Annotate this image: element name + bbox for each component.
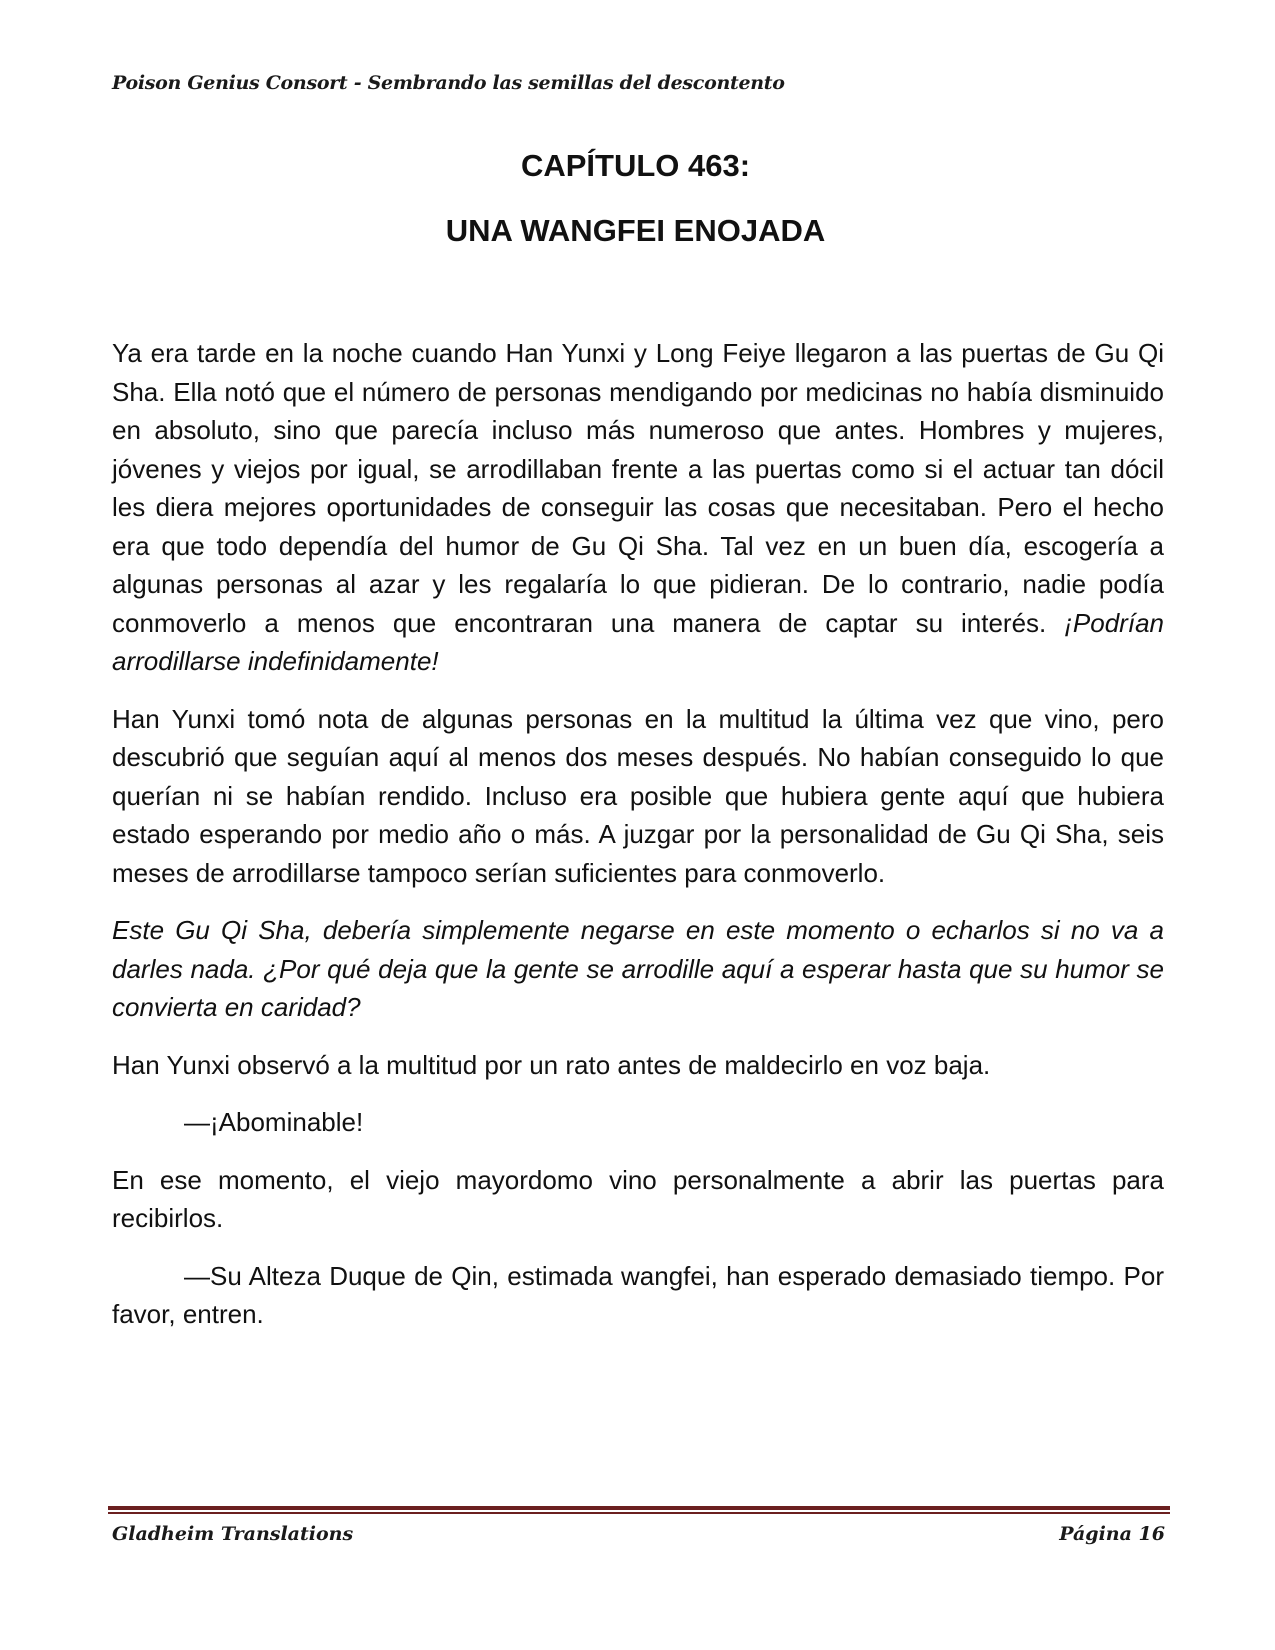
- footer-divider-thin: [108, 1512, 1170, 1514]
- paragraph-4: Han Yunxi observó a la multitud por un rato antes de maldecirlo en voz baja.: [112, 1049, 991, 1080]
- paragraph-2: Han Yunxi tomó nota de algunas personas en la multitud la última vez que vino, pero descubrió que seguían aquí al menos dos meses después. No habían conseguido lo que querían ni se habían rendido. Incluso era posible que hubiera gente aquí que hubiera estado esperando por medio año o más. A juzgar por la personalidad de Gu Qi Sha, seis meses de arrodillarse tampoco serían suficientes para conmoverlo.: [112, 703, 1164, 888]
- footer-divider-thick: [108, 1506, 1170, 1510]
- chapter-title: [0, 213, 1275, 249]
- dialogue-line-2: —Su Alteza Duque de Qin, estimada wangfei, han esperado demasiado tiempo. Por favor, entren.: [112, 1260, 1164, 1329]
- running-header: Poison Genius Consort - Sembrando las semillas del descontento: [112, 72, 785, 94]
- paragraph-1: [112, 334, 1164, 681]
- chapter-number: [0, 148, 1275, 184]
- paragraph-1-italic: ¡Podrían arrodillarse indefinidamente!: [112, 607, 1164, 676]
- footer-publisher: Gladheim Translations: [112, 1523, 354, 1545]
- chapter-title-text: UNA WANGFEI ENOJADA: [445, 213, 826, 248]
- footer-divider: [108, 1506, 1170, 1515]
- paragraph-3-thought: Este Gu Qi Sha, debería simplemente negarse en este momento o echarlos si no va a darles nada. ¿Por qué deja que la gente se arrodille aquí a esperar hasta que su humor se convierta en caridad?: [112, 915, 1164, 1022]
- dialogue-line-1: —¡Abominable!: [184, 1107, 364, 1137]
- chapter-body: [112, 334, 1164, 1353]
- footer-page-number: Página 16: [1059, 1523, 1165, 1545]
- chapter-number-text: CAPÍTULO 463:: [520, 148, 751, 183]
- paragraph-1-text: Ya era tarde en la noche cuando Han Yunxi y Long Feiye llegaron a las puertas de Gu Qi Sha. Ella notó que el número de personas mendigando por medicinas no había disminuido en absoluto, sino que parecía incluso más numeroso que antes. Hombres y mujeres, jóvenes y viejos por igual, se arrodillaban frente a las puertas como si el actuar tan dócil les diera mejores oportunidades de conseguir las cosas que necesitaban. Pero el hecho era que todo dependía del humor de Gu Qi Sha. Tal vez en un buen día, escogería a algunas personas al azar y les regalaría lo que pidieran. De lo contrario, nadie podía conmoverlo a menos que encontraran una manera de captar su interés.: [112, 338, 1164, 638]
- paragraph-6: En ese momento, el viejo mayordomo vino personalmente a abrir las puertas para recibirlos.: [112, 1164, 1164, 1233]
